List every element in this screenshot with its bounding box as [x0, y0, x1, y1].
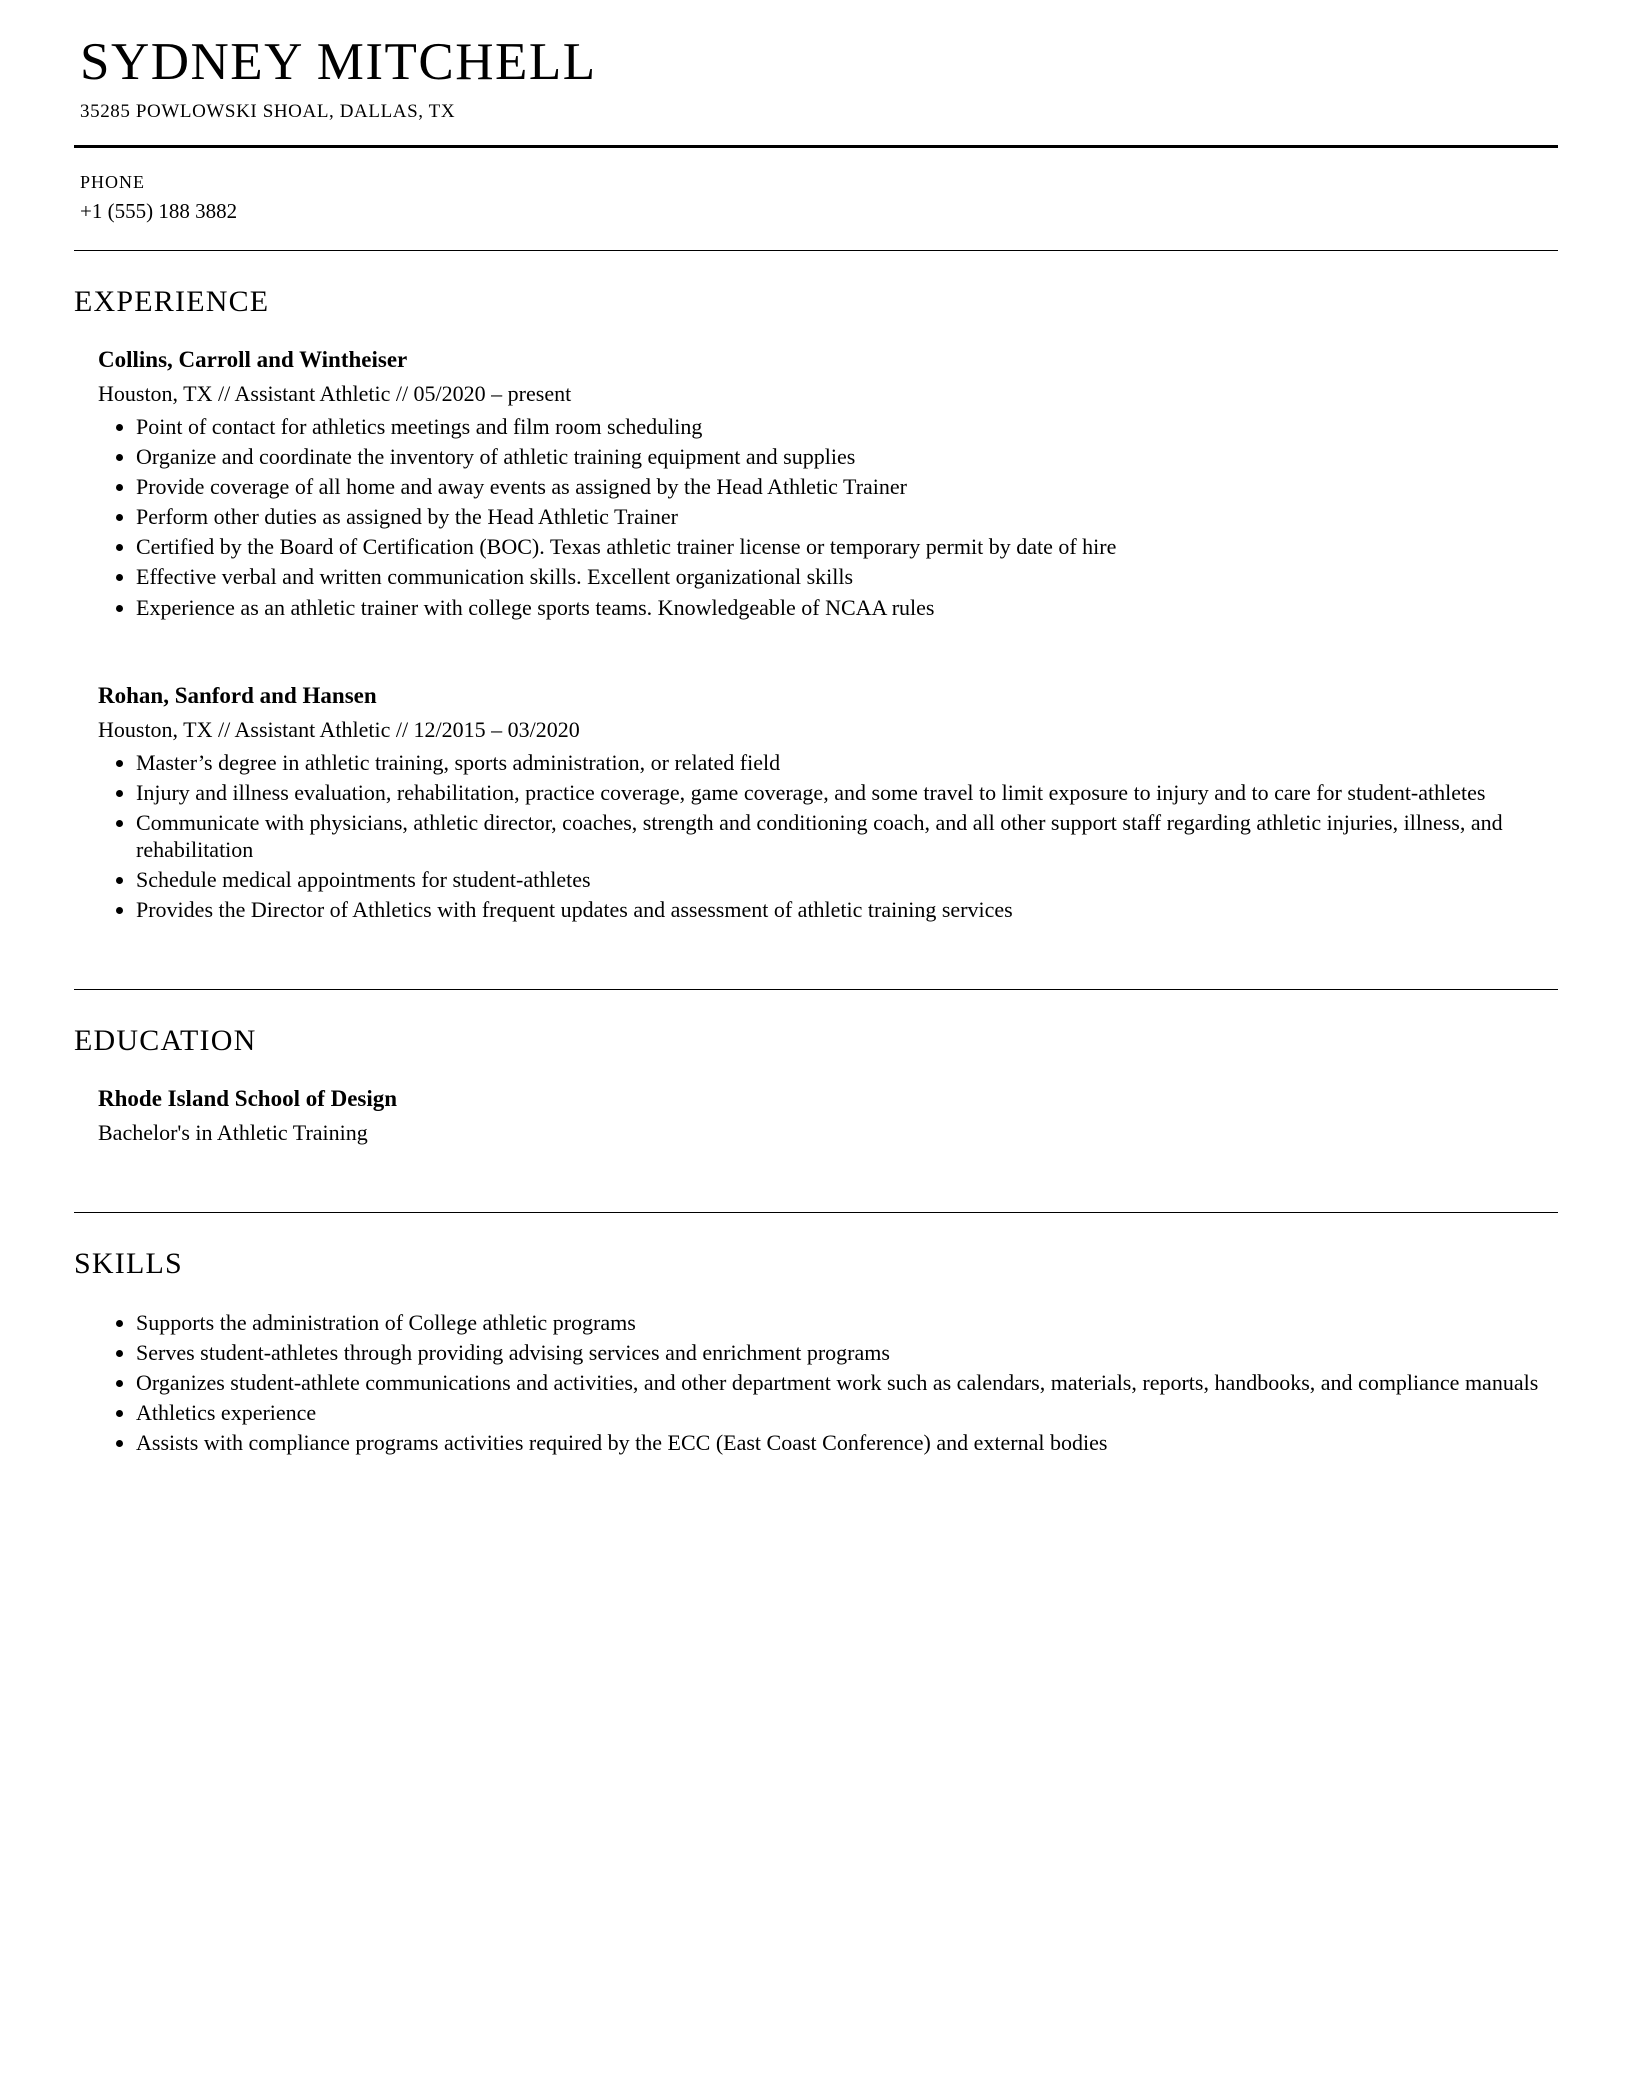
list-item: • Provide coverage of all home and away events as assigned by the Head Athletic Trainer — [136, 473, 1558, 500]
list-item: • Serves student-athletes through providing advising services and enrichment programs — [136, 1339, 1558, 1366]
experience-meta: Houston, TX // Assistant Athletic // 12/2015 – 03/2020 — [98, 716, 580, 742]
header-address: 35285 POWLOWSKI SHOAL, DALLAS, TX — [80, 101, 456, 123]
list-item: • Schedule medical appointments for student-athletes — [136, 866, 1558, 893]
list-item: • Communicate with physicians, athletic director, coaches, strength and conditioning coach, and all other support staff regarding athletic injuries, illness, and rehabilitation — [136, 809, 1558, 863]
section-education — [74, 990, 1558, 1146]
section-skills — [74, 1213, 1558, 1456]
list-item: • Point of contact for athletics meetings and film room scheduling — [136, 413, 1558, 440]
section-spacer — [74, 1172, 1558, 1212]
list-item: • Athletics experience — [136, 1399, 1558, 1426]
list-item: • Injury and illness evaluation, rehabilitation, practice coverage, game coverage, and some travel to limit exposure to injury and to care for student-athletes — [136, 779, 1558, 806]
education-entry — [98, 1086, 1558, 1146]
list-item: • Experience as an athletic trainer with college sports teams. Knowledgeable of NCAA rules — [136, 594, 1558, 621]
experience-company: Collins, Carroll and Wintheiser — [98, 347, 408, 373]
contact-block — [74, 148, 1558, 250]
list-item: • Organize and coordinate the inventory of athletic training equipment and supplies — [136, 443, 1558, 470]
education-school: Rhode Island School of Design — [98, 1085, 398, 1111]
phone-value: +1 (555) 188 3882 — [80, 199, 238, 224]
skills-block — [98, 1309, 1558, 1456]
experience-bullets — [98, 413, 1558, 620]
entry-spacer — [74, 647, 1558, 683]
list-item: • Organizes student-athlete communications and activities, and other department work such as calendars, materials, reports, handbooks, and compliance manuals — [136, 1369, 1558, 1396]
skills-bullets — [98, 1309, 1558, 1456]
section-title-skills: SKILLS — [74, 1246, 183, 1280]
list-item: • Certified by the Board of Certification (BOC). Texas athletic trainer license or temporary permit by date of hire — [136, 533, 1558, 560]
phone-label: PHONE — [80, 172, 146, 193]
experience-meta: Houston, TX // Assistant Athletic // 05/2020 – present — [98, 381, 572, 407]
list-item: • Perform other duties as assigned by the Head Athletic Trainer — [136, 503, 1558, 530]
section-spacer — [74, 949, 1558, 989]
section-experience — [74, 251, 1558, 923]
experience-entry — [98, 347, 1558, 620]
list-item: • Assists with compliance programs activities required by the ECC (East Coast Conference) and external bodies — [136, 1429, 1558, 1456]
page-title: SYDNEY MITCHELL — [80, 33, 597, 91]
experience-entry — [98, 683, 1558, 923]
list-item: • Supports the administration of College athletic programs — [136, 1309, 1558, 1336]
list-item: • Effective verbal and written communication skills. Excellent organizational skills — [136, 563, 1558, 590]
section-title-education: EDUCATION — [74, 1023, 257, 1057]
list-item: • Master’s degree in athletic training, sports administration, or related field — [136, 749, 1558, 776]
experience-bullets — [98, 749, 1558, 923]
education-degree: Bachelor's in Athletic Training — [98, 1119, 368, 1145]
section-title-experience: EXPERIENCE — [74, 285, 270, 319]
list-item: • Provides the Director of Athletics with frequent updates and assessment of athletic training services — [136, 896, 1558, 923]
experience-company: Rohan, Sanford and Hansen — [98, 682, 377, 708]
